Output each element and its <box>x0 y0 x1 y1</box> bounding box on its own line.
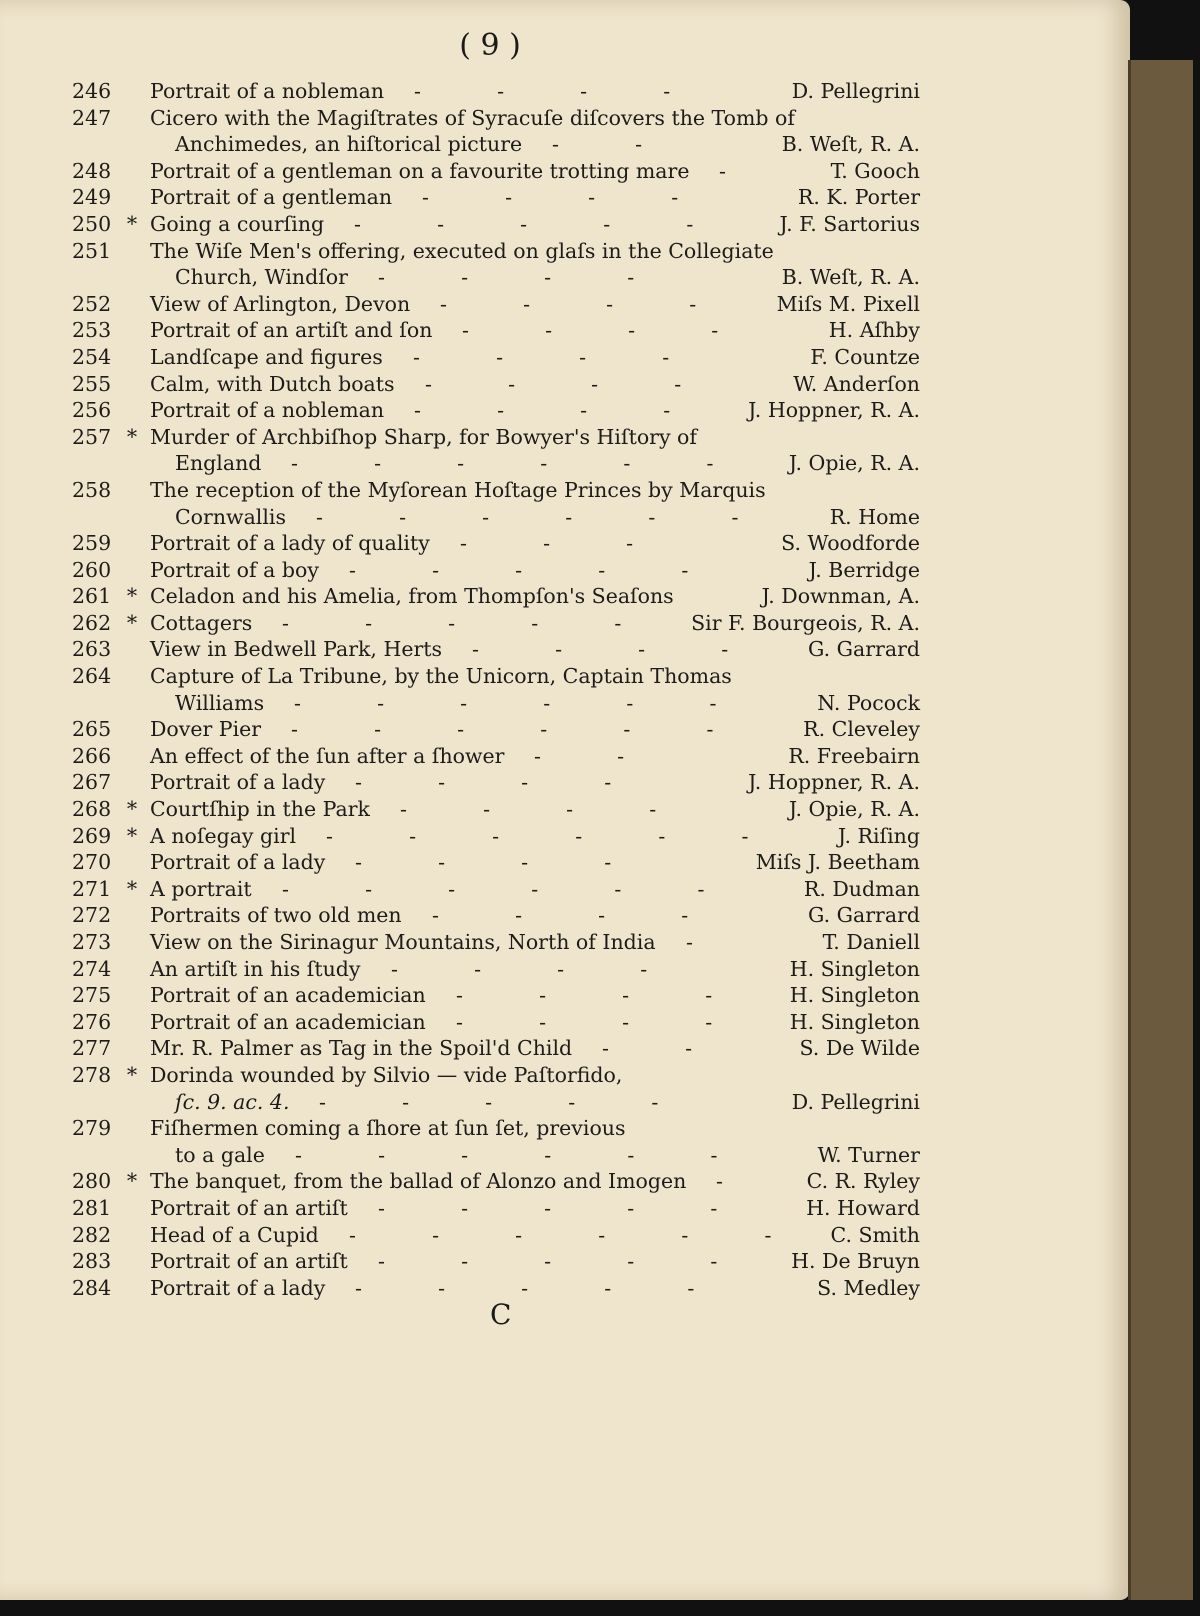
entry-line <box>60 982 920 1009</box>
catalogue-entry <box>60 291 920 318</box>
entry-artist: G. Garrard <box>807 903 920 928</box>
entry-artist: H. De Bruyn <box>791 1249 920 1274</box>
entry-title: Courtſhip in the Park <box>150 797 370 822</box>
leader-dashes: - <box>686 930 694 954</box>
entry-artist: Sir F. Bourgeois, R. A. <box>691 610 920 635</box>
catalogue-entry <box>60 769 920 796</box>
leader-dashes: - - - - - - <box>326 823 750 848</box>
entry-title: Portrait of a lady <box>150 770 326 795</box>
entry-line <box>60 397 920 424</box>
entry-number: 270 <box>72 850 112 875</box>
entry-line <box>60 929 920 956</box>
leader-dashes: - - - - <box>413 344 671 369</box>
entry-title: The reception of the Myſorean Hoſtage Princes by Marquis <box>150 477 766 502</box>
entry-number: 276 <box>72 1009 112 1034</box>
entry-title: Portrait of an academician <box>150 1009 426 1034</box>
entry-artist: Miſs J. Beetham <box>755 850 920 875</box>
entry-line <box>60 716 920 743</box>
leader-dashes: - - - - <box>355 850 613 875</box>
entry-artist: J. Riſing <box>837 823 920 848</box>
entry-artist: H. Singleton <box>789 1009 920 1034</box>
catalogue-entry <box>60 397 920 424</box>
entry-artist: S. Medley <box>817 1275 920 1300</box>
entry-line <box>60 823 920 850</box>
entry-title: Mr. R. Palmer as Tag in the Spoil'd Child <box>150 1036 573 1061</box>
entry-title: Fiſhermen coming a ſhore at ſun ſet, previous <box>150 1116 626 1141</box>
leader-dashes: - - - - - - <box>349 1222 773 1247</box>
entry-title: Anchimedes, an hiſtorical picture <box>175 132 523 157</box>
entry-line <box>60 663 920 690</box>
entry-title: Portrait of an artiſt <box>150 1195 348 1220</box>
catalogue-entry <box>60 424 920 477</box>
entry-artist: T. Daniell <box>822 930 920 954</box>
entry-artist: J. Berridge <box>808 557 920 582</box>
entry-title: A portrait <box>150 876 252 901</box>
entry-number: 247 <box>72 105 112 130</box>
entry-number: 257 <box>72 424 112 449</box>
entry-number: 267 <box>72 770 112 795</box>
leader-dashes: - - - - <box>378 265 636 290</box>
entry-artist: J. Hoppner, R. A. <box>748 398 920 423</box>
entry-line <box>60 769 920 796</box>
new-work-asterisk: * <box>126 823 138 848</box>
catalogue-entry <box>60 211 920 238</box>
entry-line <box>60 1222 920 1249</box>
leader-dashes: - - - - <box>462 318 720 343</box>
leader-dashes: - - - <box>460 531 635 556</box>
catalogue-entry <box>60 238 920 291</box>
entry-title: Dover Pier <box>150 717 262 742</box>
entry-line <box>60 1142 920 1169</box>
leader-dashes: - <box>719 158 727 183</box>
leader-dashes: - - - - - <box>378 1195 719 1220</box>
entry-number: 280 <box>72 1169 112 1194</box>
entry-line <box>60 1062 920 1089</box>
entry-title: Going a courſing <box>150 211 325 236</box>
entry-line <box>60 743 920 770</box>
catalogue-entry <box>60 1035 920 1062</box>
leader-dashes: - - - - - <box>378 1249 719 1274</box>
entry-line <box>60 557 920 584</box>
leader-dashes: - <box>716 1169 724 1194</box>
catalogue-entry <box>60 956 920 983</box>
entry-number: 271 <box>72 876 112 901</box>
entry-artist: T. Gooch <box>830 158 920 183</box>
leader-dashes: - - - - - <box>355 1275 696 1300</box>
entry-line <box>60 317 920 344</box>
catalogue-entry <box>60 530 920 557</box>
entry-artist: J. Opie, R. A. <box>788 451 920 476</box>
catalogue-entry <box>60 344 920 371</box>
entry-artist: R. Cleveley <box>803 717 920 742</box>
entry-artist: W. Turner <box>817 1142 920 1167</box>
entry-title: Williams <box>175 690 265 715</box>
leader-dashes: - - <box>602 1036 694 1061</box>
entry-artist: J. Opie, R. A. <box>788 797 920 822</box>
leader-dashes: - - - - - <box>282 610 623 635</box>
entry-line <box>60 131 920 158</box>
new-work-asterisk: * <box>126 584 138 609</box>
entry-number: 260 <box>72 557 112 582</box>
entry-title: Church, Windſor <box>175 265 348 290</box>
leader-dashes: - - - - <box>425 371 683 396</box>
entry-line <box>60 690 920 717</box>
entry-line <box>60 956 920 983</box>
catalogue-entry <box>60 371 920 398</box>
entry-artist: D. Pellegrini <box>791 1089 920 1114</box>
leader-dashes: - - - - - <box>354 211 695 236</box>
entry-title: Portrait of a lady <box>150 850 326 875</box>
entry-title: Portraits of two old men <box>150 903 402 928</box>
leader-dashes: - - - - <box>456 1009 714 1034</box>
entry-line <box>60 291 920 318</box>
catalogue-entry <box>60 78 920 105</box>
new-work-asterisk: * <box>126 797 138 822</box>
entry-title: Portrait of a gentleman <box>150 185 393 210</box>
catalogue-entry <box>60 1195 920 1222</box>
entry-number: 259 <box>72 531 112 556</box>
entry-artist: H. Singleton <box>789 956 920 981</box>
entry-artist: S. De Wilde <box>799 1036 920 1061</box>
entry-number: 278 <box>72 1062 112 1087</box>
entry-line <box>60 1115 920 1142</box>
leader-dashes: - - - - <box>432 903 690 928</box>
entry-number: 255 <box>72 371 112 396</box>
entry-number: 252 <box>72 291 112 316</box>
entry-title: ſc. 9. ac. 4. <box>175 1089 290 1114</box>
entry-artist: C. R. Ryley <box>806 1169 920 1194</box>
entry-line <box>60 876 920 903</box>
leader-dashes: - - - - - - <box>291 451 715 476</box>
entry-line <box>60 636 920 663</box>
catalogue-entry <box>60 876 920 903</box>
entry-line <box>60 371 920 398</box>
entry-title: Calm, with Dutch boats <box>150 371 395 396</box>
page-number: ( 9 ) <box>459 28 521 63</box>
entry-number: 256 <box>72 398 112 423</box>
entry-title: Portrait of a gentleman on a favourite trotting mare <box>150 158 690 183</box>
leader-dashes: - - - - <box>414 398 672 423</box>
entry-line <box>60 1195 920 1222</box>
entry-title: Portrait of a lady <box>150 1275 326 1300</box>
entry-title: The Wiſe Men's offering, executed on glaſs in the Collegiate <box>150 238 774 263</box>
entry-title: The banquet, from the ballad of Alonzo and Imogen <box>150 1169 687 1194</box>
entry-line <box>60 424 920 451</box>
entry-number: 274 <box>72 956 112 981</box>
leader-dashes: - - - - - - <box>282 876 706 901</box>
catalogue-entry <box>60 743 920 770</box>
entry-artist: S. Woodforde <box>781 531 920 556</box>
entry-line <box>60 344 920 371</box>
leader-dashes: - - - - <box>414 79 672 103</box>
entry-line <box>60 158 920 185</box>
entry-artist: R. Home <box>829 504 920 529</box>
entry-title: Cicero with the Magiſtrates of Syracuſe diſcovers the Tomb of <box>150 105 795 130</box>
entry-line <box>60 184 920 211</box>
entry-line <box>60 477 920 504</box>
entry-number: 253 <box>72 318 112 343</box>
leader-dashes: - - - - - - <box>316 504 740 529</box>
entry-title: Head of a Cupid <box>150 1222 319 1247</box>
entry-title: Portrait of an artiſt <box>150 1249 348 1274</box>
signature-mark: C <box>490 1298 512 1331</box>
entry-number: 275 <box>72 983 112 1008</box>
entry-title: View of Arlington, Devon <box>150 291 411 316</box>
leader-dashes: - - - - <box>391 956 649 981</box>
catalogue-entry <box>60 1222 920 1249</box>
entry-artist: H. Aſhby <box>828 318 920 343</box>
catalogue-entry <box>60 1248 920 1275</box>
catalogue-entry <box>60 796 920 823</box>
catalogue-entry <box>60 663 920 716</box>
entry-line <box>60 238 920 265</box>
entry-number: 277 <box>72 1036 112 1061</box>
leader-dashes: - - - - <box>440 291 698 316</box>
catalogue-entry <box>60 929 920 956</box>
entry-number: 261 <box>72 584 112 609</box>
entry-number: 283 <box>72 1249 112 1274</box>
catalogue-entry <box>60 557 920 584</box>
leader-dashes: - - - - - - <box>291 717 715 742</box>
entry-title: Murder of Archbiſhop Sharp, for Bowyer's Hiſtory of <box>150 424 697 449</box>
entry-title: England <box>175 451 262 476</box>
entry-line <box>60 105 920 132</box>
catalogue-entry <box>60 610 920 637</box>
entry-title: A noſegay girl <box>150 823 297 848</box>
entry-artist: J. Hoppner, R. A. <box>748 770 920 795</box>
entry-title: Capture of La Tribune, by the Unicorn, Captain Thomas <box>150 664 732 689</box>
catalogue-entry <box>60 902 920 929</box>
entry-number: 273 <box>72 930 112 954</box>
entry-line <box>60 450 920 477</box>
entry-line <box>60 583 920 610</box>
entry-title: Portrait of an academician <box>150 983 426 1008</box>
catalogue-entry <box>60 1009 920 1036</box>
entry-title: View on the Sirinagur Mountains, North of India <box>150 930 656 954</box>
catalogue-entry <box>60 158 920 185</box>
entry-title: An artiſt in his ſtudy <box>150 956 361 981</box>
entry-artist: R. Dudman <box>803 876 920 901</box>
new-work-asterisk: * <box>126 211 138 236</box>
entry-artist: B. Weſt, R. A. <box>781 265 920 290</box>
entry-title: An effect of the ſun after a ſhower <box>150 743 505 768</box>
new-work-asterisk: * <box>126 610 138 635</box>
entry-artist: G. Garrard <box>807 637 920 662</box>
entry-number: 254 <box>72 344 112 369</box>
entry-title: Portrait of an artiſt and ſon <box>150 318 433 343</box>
entry-line <box>60 78 920 105</box>
entry-title: Portrait of a lady of quality <box>150 531 430 556</box>
catalogue-entry <box>60 849 920 876</box>
catalogue-entry <box>60 583 920 610</box>
catalogue-entry <box>60 1168 920 1195</box>
entry-line <box>60 1089 920 1116</box>
entry-artist: C. Smith <box>830 1222 920 1247</box>
catalogue-entry <box>60 184 920 211</box>
entry-artist: N. Pocock <box>817 690 920 715</box>
entry-number: 249 <box>72 185 112 210</box>
entry-line <box>60 264 920 291</box>
entry-line <box>60 1248 920 1275</box>
entry-number: 251 <box>72 238 112 263</box>
entry-line <box>60 211 920 238</box>
entry-line <box>60 530 920 557</box>
catalogue-entry <box>60 823 920 850</box>
catalogue-entry <box>60 317 920 344</box>
new-work-asterisk: * <box>126 876 138 901</box>
entry-number: 264 <box>72 664 112 689</box>
entry-artist: H. Howard <box>806 1195 920 1220</box>
entry-list <box>60 78 920 1301</box>
leader-dashes: - - - - <box>422 185 680 210</box>
new-work-asterisk: * <box>126 1062 138 1087</box>
entry-number: 258 <box>72 477 112 502</box>
entry-line <box>60 1168 920 1195</box>
entry-number: 263 <box>72 637 112 662</box>
catalogue-entry <box>60 105 920 158</box>
entry-artist: W. Anderſon <box>793 371 920 396</box>
entry-number: 281 <box>72 1195 112 1220</box>
entry-title: Landſcape and figures <box>150 344 383 369</box>
leader-dashes: - - - - - - <box>295 1142 719 1167</box>
entry-title: Portrait of a boy <box>150 557 319 582</box>
entry-line <box>60 796 920 823</box>
leader-dashes: - - <box>534 743 626 768</box>
entry-line <box>60 504 920 531</box>
entry-line <box>60 610 920 637</box>
entry-artist: H. Singleton <box>789 983 920 1008</box>
catalogue-entry <box>60 636 920 663</box>
entry-artist: J. F. Sartorius <box>779 211 920 236</box>
entry-artist: R. K. Porter <box>797 185 920 210</box>
entry-number: 265 <box>72 717 112 742</box>
leader-dashes: - - - - - <box>349 557 690 582</box>
entry-title: Celadon and his Amelia, from Thompſon's Seaſons <box>150 584 674 609</box>
entry-number: 269 <box>72 823 112 848</box>
entry-number: 284 <box>72 1275 112 1300</box>
leader-dashes: - - - - - <box>319 1089 660 1114</box>
entry-number: 272 <box>72 903 112 928</box>
entry-artist: F. Countze <box>810 344 920 369</box>
entry-title: Portrait of a nobleman <box>150 79 385 103</box>
leader-dashes: - - <box>552 132 644 157</box>
entry-title: to a gale <box>175 1142 265 1167</box>
leader-dashes: - - - - <box>400 797 658 822</box>
catalogue-entry <box>60 477 920 530</box>
entry-artist: B. Weſt, R. A. <box>781 132 920 157</box>
leader-dashes: - - - - <box>355 770 613 795</box>
book-spine <box>1128 60 1193 1600</box>
entry-number: 279 <box>72 1116 112 1141</box>
entry-title: Portrait of a nobleman <box>150 398 385 423</box>
entry-artist: Miſs M. Pixell <box>776 291 920 316</box>
entry-title: View in Bedwell Park, Herts <box>150 637 443 662</box>
new-work-asterisk: * <box>126 1169 138 1194</box>
catalogue-entry <box>60 982 920 1009</box>
leader-dashes: - - - - - - <box>294 690 718 715</box>
catalogue-entry <box>60 716 920 743</box>
catalogue-entry <box>60 1115 920 1168</box>
entry-line <box>60 1009 920 1036</box>
entry-line <box>60 849 920 876</box>
leader-dashes: - - - - <box>456 983 714 1008</box>
entry-title: Cornwallis <box>175 504 286 529</box>
entry-number: 262 <box>72 610 112 635</box>
entry-line <box>60 902 920 929</box>
leader-dashes: - - - - <box>472 637 730 662</box>
entry-number: 246 <box>72 79 112 103</box>
entry-title: Dorinda wounded by Silvio — vide Paſtorfido, <box>150 1062 623 1087</box>
entry-title: Cottagers <box>150 610 253 635</box>
entry-number: 268 <box>72 797 112 822</box>
entry-artist: J. Downman, A. <box>761 584 920 609</box>
catalogue-entry <box>60 1062 920 1115</box>
new-work-asterisk: * <box>126 424 138 449</box>
entry-line <box>60 1035 920 1062</box>
entry-artist: R. Freebairn <box>788 743 920 768</box>
entry-artist: D. Pellegrini <box>791 79 920 103</box>
entry-number: 250 <box>72 211 112 236</box>
entry-number: 282 <box>72 1222 112 1247</box>
entry-number: 266 <box>72 743 112 768</box>
entry-number: 248 <box>72 158 112 183</box>
